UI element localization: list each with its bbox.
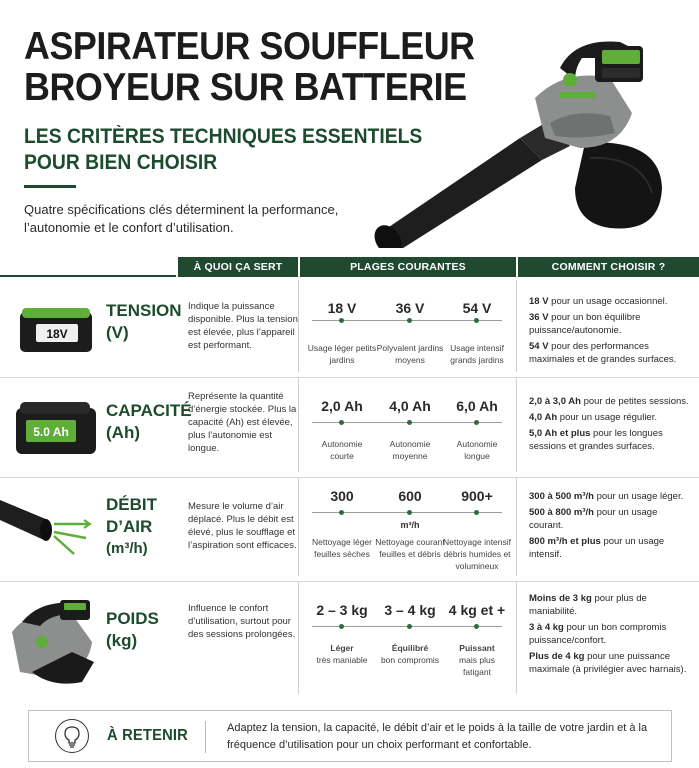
- table-row-debit-air: [0, 478, 699, 582]
- range-value: 4 kg et +: [448, 602, 506, 618]
- column-header-purpose: À QUOI ÇA SERT: [178, 257, 298, 277]
- range-description: Autonomie longue: [456, 439, 498, 461]
- criterion-name: [106, 494, 157, 560]
- purpose-text: Représente la quantité d’énergie stockée. Plus la capacité (Ah) est élevée, plus l’autonomie est longue.: [188, 391, 297, 454]
- choose-advice: [529, 592, 694, 679]
- range-description: Polyvalent jardins moyens: [376, 343, 444, 365]
- purpose-text: Indique la puissance disponible. Plus la tension est élevée, plus l’appareil est performant.: [188, 301, 298, 351]
- range-value: 600: [398, 488, 422, 504]
- criterion-name: [106, 300, 182, 344]
- blower-weight-icon: [2, 592, 102, 692]
- airflow-nozzle-icon: [0, 490, 96, 566]
- column-divider: [298, 478, 299, 576]
- range-dot: [474, 510, 479, 515]
- range-value: 36 V: [395, 300, 425, 316]
- key-takeaway-box: [28, 710, 672, 762]
- subtitle-line-2: POUR BIEN CHOISIR: [24, 151, 218, 174]
- range-description: Nettoyage léger feuilles sèches: [311, 537, 372, 559]
- advice-item: Moins de 3 kg pour plus de maniabilité.: [529, 593, 647, 617]
- range-value: 2,0 Ah: [321, 398, 363, 414]
- column-divider: [516, 378, 517, 472]
- column-divider: [298, 378, 299, 472]
- range-value: 18 V: [327, 300, 357, 316]
- intro-text: Quatre spécifications clés déterminent la performance, l’autonomie et le confort d’utilisation.: [24, 202, 339, 235]
- lightbulb-glyph: [55, 719, 89, 753]
- range-value: 2 – 3 kg: [316, 602, 368, 618]
- choose-advice: [529, 295, 694, 369]
- range-description: Usage intensif grands jardins: [450, 343, 504, 365]
- range-dot: [474, 624, 479, 629]
- criterion-line-2: (kg): [106, 631, 138, 650]
- criterion-name: [106, 400, 192, 444]
- advice-item: 300 à 500 m³/h pour un usage léger.: [529, 491, 684, 502]
- criterion-line-3: (m³/h): [106, 540, 148, 557]
- range-label: Équilibré: [391, 643, 429, 653]
- column-divider: [516, 582, 517, 694]
- advice-item: 18 V pour un usage occasionnel.: [529, 296, 668, 307]
- range-description: très maniable: [316, 655, 368, 665]
- column-divider: [516, 478, 517, 576]
- range-dot: [339, 510, 344, 515]
- criterion-line-1: DÉBIT: [106, 495, 157, 514]
- range-value: 54 V: [462, 300, 492, 316]
- criterion-name: [106, 608, 159, 652]
- column-header-choose: COMMENT CHOISIR ?: [518, 257, 699, 277]
- range-description: Autonomie moyenne: [389, 439, 431, 461]
- range-description: Usage léger petits jardins: [307, 343, 377, 365]
- table-row-poids: [0, 582, 699, 700]
- range-description: Autonomie courte: [321, 439, 363, 461]
- advice-item: 4,0 Ah pour un usage régulier.: [529, 412, 657, 423]
- column-divider: [298, 582, 299, 694]
- range-dot: [407, 510, 412, 515]
- criterion-line-1: TENSION: [106, 301, 182, 320]
- range-dot: [474, 318, 479, 323]
- range-dot: [339, 420, 344, 425]
- title-line-1: ASPIRATEUR SOUFFLEUR: [24, 25, 475, 68]
- table-row-tension: [0, 280, 699, 378]
- range-dot: [407, 318, 412, 323]
- advice-item: 5,0 Ah et plus pour les longues sessions et grandes surfaces.: [529, 428, 663, 452]
- range-dot: [407, 420, 412, 425]
- subtitle-line-1: LES CRITÈRES TECHNIQUES ESSENTIELS: [24, 125, 423, 148]
- column-header-criterion: [0, 257, 176, 277]
- blower-vacuum-illustration: [370, 28, 670, 248]
- criterion-line-2: (Ah): [106, 423, 140, 442]
- column-divider: [516, 280, 517, 372]
- range-dot: [339, 624, 344, 629]
- purpose-text: Influence le confort d’utilisation, surtout pour des sessions prolongées.: [188, 603, 296, 640]
- criterion-line-1: CAPACITÉ: [106, 401, 192, 420]
- range-dot: [407, 624, 412, 629]
- purpose-text: Mesure le volume d’air déplacé. Plus le débit est élevé, plus le soufflage et l’aspiration sont efficaces.: [188, 501, 297, 551]
- choose-advice: [529, 490, 694, 564]
- range-description: bon compromis: [380, 655, 440, 665]
- range-value: 900+: [461, 488, 493, 504]
- range-value: 4,0 Ah: [389, 398, 431, 414]
- table-row-capacite: [0, 378, 699, 478]
- range-description: Nettoyage courant feuilles et débris: [375, 537, 445, 559]
- range-value: 6,0 Ah: [456, 398, 498, 414]
- range-dot: [474, 420, 479, 425]
- range-value: 300: [330, 488, 354, 504]
- range-description: mais plus fatigant: [459, 655, 495, 677]
- advice-item: 2,0 à 3,0 Ah pour de petites sessions.: [529, 396, 689, 407]
- criterion-line-2: (V): [106, 323, 129, 342]
- advice-item: 500 à 800 m³/h pour un usage courant.: [529, 507, 658, 531]
- range-description: Nettoyage intensif débris humides et volumineux: [442, 537, 512, 571]
- battery-badge-label: 18V: [46, 327, 68, 341]
- lightbulb-icon: [55, 719, 89, 753]
- battery-5ah-icon: [12, 400, 98, 458]
- column-header-ranges: PLAGES COURANTES: [300, 257, 516, 277]
- advice-item: 3 à 4 kg pour un bon compromis puissance/confort.: [529, 622, 667, 646]
- range-label: Puissant: [459, 643, 495, 653]
- takeaway-text: Adaptez la tension, la capacité, le débit d’air et le poids à la taille de votre jardin et à la fréquence d’utilisation pour un choix performant et confortable.: [227, 722, 648, 751]
- range-label: Léger: [330, 643, 354, 653]
- title-line-2: BROYEUR SUR BATTERIE: [24, 66, 467, 109]
- advice-item: 54 V pour des performances maximales et de grandes surfaces.: [529, 341, 677, 365]
- criterion-line-2: D’AIR: [106, 517, 153, 536]
- table-header: [0, 257, 699, 277]
- advice-item: 800 m³/h et plus pour un usage intensif.: [529, 536, 665, 560]
- takeaway-label: À RETENIR: [107, 727, 188, 744]
- advice-item: 36 V pour un bon équilibre puissance/autonomie.: [529, 312, 641, 336]
- takeaway-divider: [205, 721, 206, 753]
- criterion-line-1: POIDS: [106, 609, 159, 628]
- range-dot: [339, 318, 344, 323]
- page-subtitle: [24, 124, 422, 176]
- choose-advice: [529, 395, 694, 456]
- column-divider: [298, 280, 299, 372]
- range-value: 3 – 4 kg: [384, 602, 436, 618]
- title-divider: [24, 185, 76, 188]
- range-unit: m³/h: [400, 520, 420, 530]
- battery-18v-icon: [18, 306, 94, 354]
- advice-item: Plus de 4 kg pour une puissance maximale (à privilégier avec harnais).: [529, 651, 687, 675]
- battery-badge-label: 5.0 Ah: [33, 425, 69, 439]
